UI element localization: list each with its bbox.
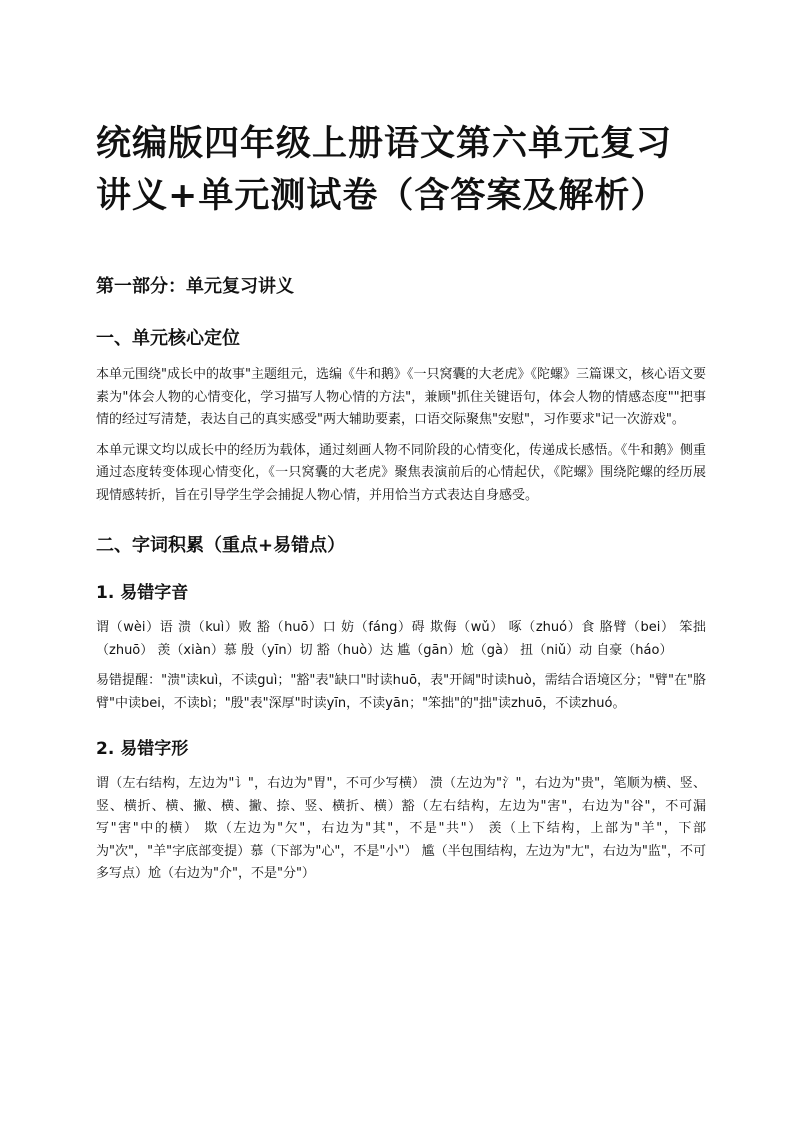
section-heading-vocab: 二、字词积累（重点+易错点） [96,535,346,556]
part-heading: 第一部分：单元复习讲义 [96,276,294,297]
pronunciation-tips: 易错提醒："溃"读kuì，不读guì；"豁"表"缺口"时读huō，表"开阔"时读huò，需结合语境区分；"臂"在"胳臂"中读bei，不读bì；"殷"表"深厚"时读yīn，不读yān；"笨拙"的"拙"读zhuō，不读zhuó。 [96,673,706,711]
character-forms-list: 谓（左右结构，左边为"讠"，右边为"胃"，不可少写横） 溃（左边为"氵"，右边为"贵"，笔顺为横、竖、竖、横折、横、撇、横、撇、捺、竖、横折、横）豁（左右结构，左边为"害"，右边为"谷"，不可漏写"害"中的横） 欺（左边为"欠"，右边为"其"，不是"共"） 羡（上下结构，上部为"羊"，下部为"次"，"羊"字底部变提）慕（下部为"心"，不是"小"） 尴（半包围结构，左边为"尢"，右边为"监"，不可多写点）尬（右边为"介"，不是"分"） [96,776,706,881]
subheading-character-forms: 2. 易错字形 [96,739,189,759]
pronunciation-list: 谓（wèi）语 溃（kuì）败 豁（huō）口 妨（fáng）碍 欺侮（wǔ） 啄（zhuó）食 胳臂（bei） 笨拙（zhuō） 羡（xiàn）慕 殷（yīn）切 豁（huò）达 尴（gān）尬（gà） 扭（niǔ）动 自豪（háo） [96,620,706,658]
core-paragraph-2: 本单元课文均以成长中的经历为载体，通过刻画人物不同阶段的心情变化，传递成长感悟。《牛和鹅》侧重通过态度转变体现心情变化，《一只窝囊的大老虎》聚焦表演前后的心情起伏，《陀螺》围绕陀螺的经历展现情感转折，旨在引导学生学会捕捉人物心情，并用恰当方式表达自身感受。 [96,442,706,503]
subheading-pronunciation: 1. 易错字音 [96,583,189,603]
document-title: 统编版四年级上册语文第六单元复习讲义+单元测试卷（含答案及解析） [96,124,673,216]
section-heading-core: 一、单元核心定位 [96,328,240,349]
core-paragraph-1: 本单元围绕"成长中的故事"主题组元，选编《牛和鹅》《一只窝囊的大老虎》《陀螺》三篇课文，核心语文要素为"体会人物的心情变化，学习描写人物心情的方法"，兼顾"抓住关键语句，体会人物的情感态度""把事情的经过写清楚，表达自己的真实感受"两大辅助要素，口语交际聚焦"安慰"，习作要求"记一次游戏"。 [96,367,706,427]
